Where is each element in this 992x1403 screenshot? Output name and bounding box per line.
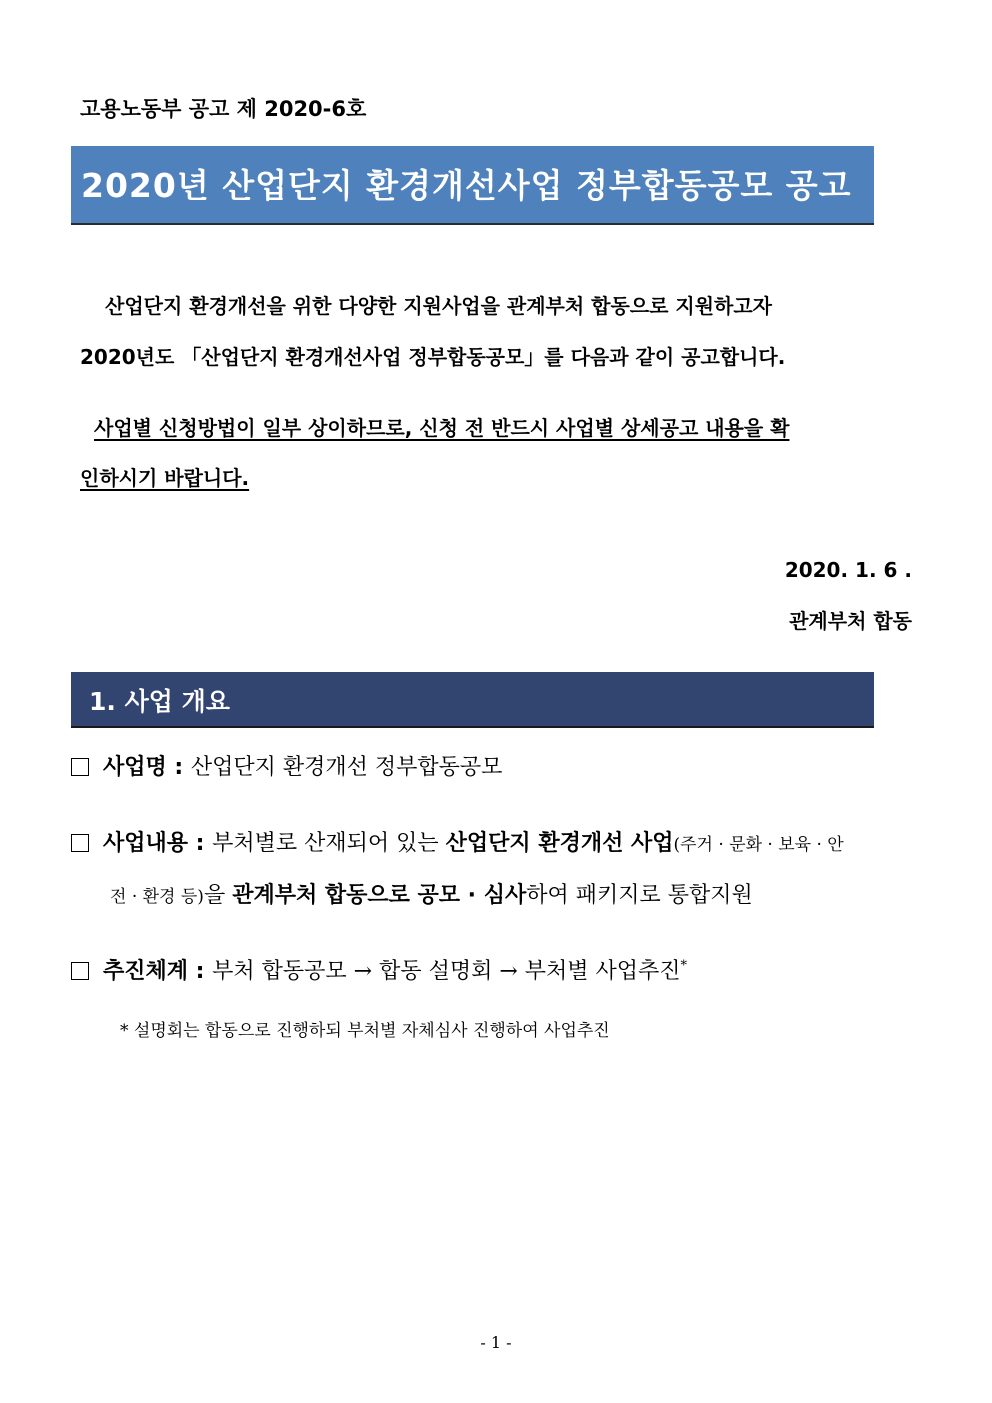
page-number: - 1 - bbox=[480, 1333, 512, 1352]
item-label: 추진체계 bbox=[103, 959, 189, 984]
checkbox-square-icon bbox=[71, 962, 89, 980]
checkbox-square-icon bbox=[71, 758, 89, 776]
item-separator: : bbox=[188, 831, 213, 856]
notice-line-2: 인하시기 바랍니다. bbox=[80, 466, 250, 490]
item-separator: : bbox=[188, 959, 213, 984]
issuer: 관계부처 합동 bbox=[789, 609, 912, 633]
item-text: 하여 패키지로 통합지원 bbox=[526, 883, 753, 908]
item-label: 사업내용 bbox=[103, 831, 189, 856]
item-label: 사업명 bbox=[103, 755, 167, 780]
footnote: * 설명회는 합동으로 진행하되 부처별 자체심사 진행하여 사업추진 bbox=[120, 1021, 610, 1041]
item-bold-text: 산업단지 환경개선 사업 bbox=[445, 831, 674, 856]
item-text: 을 bbox=[203, 883, 233, 908]
section-heading: 1. 사업 개요 bbox=[89, 687, 230, 716]
overview-item-name bbox=[71, 750, 502, 781]
overview-item-content-continued bbox=[110, 878, 753, 909]
checkbox-square-icon bbox=[71, 834, 89, 852]
item-small-text: 전 · 환경 등) bbox=[110, 887, 204, 907]
announcement-date: 2020. 1. 6 . bbox=[784, 558, 912, 582]
notice-number: 고용노동부 공고 제 2020-6호 bbox=[80, 97, 367, 121]
footnote-marker: * bbox=[680, 958, 687, 974]
item-separator: : bbox=[166, 755, 191, 780]
item-text: 부처 합동공모 → 합동 설명회 → 부처별 사업추진 bbox=[212, 959, 681, 984]
title-banner bbox=[71, 146, 874, 225]
overview-item-content bbox=[71, 826, 844, 857]
item-bold-text: 관계부처 합동으로 공모 · 심사 bbox=[232, 883, 527, 908]
section-banner bbox=[71, 672, 874, 728]
item-text: 부처별로 산재되어 있는 bbox=[212, 831, 446, 856]
intro-line-1: 산업단지 환경개선을 위한 다양한 지원사업을 관계부처 합동으로 지원하고자 bbox=[105, 294, 772, 318]
item-small-text: (주거 · 문화 · 보육 · 안 bbox=[673, 835, 844, 855]
overview-item-process bbox=[71, 954, 687, 985]
page-title: 2020년 산업단지 환경개선사업 정부합동공모 공고 bbox=[81, 166, 852, 205]
notice-line-1: 사업별 신청방법이 일부 상이하므로, 신청 전 반드시 사업별 상세공고 내용을 확 bbox=[94, 416, 790, 440]
intro-line-2: 2020년도 「산업단지 환경개선사업 정부합동공모」를 다음과 같이 공고합니다. bbox=[80, 345, 786, 369]
item-text: 산업단지 환경개선 정부합동공모 bbox=[190, 755, 503, 780]
